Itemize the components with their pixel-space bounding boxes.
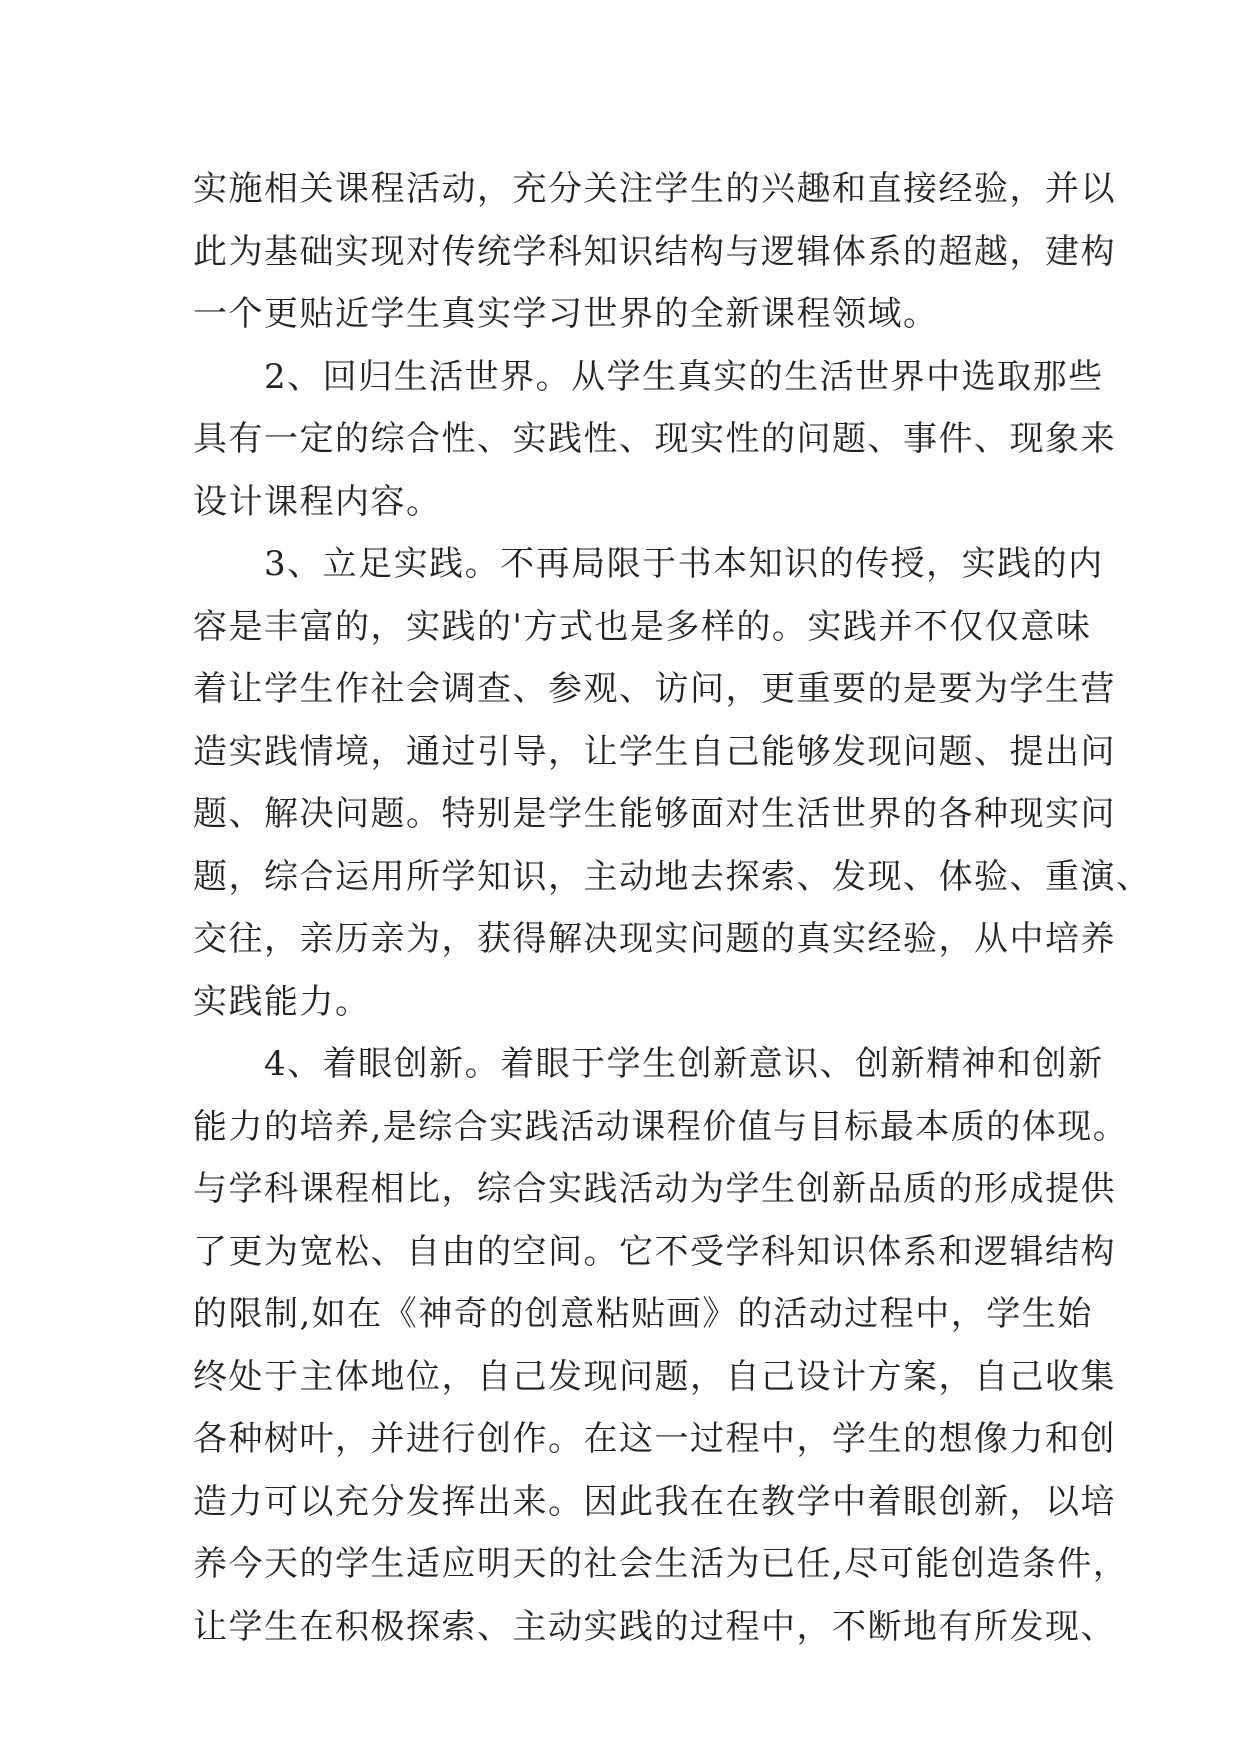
- text-line: 交往，亲历亲为，获得解决现实问题的真实经验，从中培养: [193, 919, 1116, 959]
- text-line: 题，综合运用所学知识，主动地去探索、发现、体验、重演、: [193, 856, 1152, 897]
- text-line: 容是丰富的，实践的'方式也是多样的。实践并不仅仅意味: [193, 606, 1092, 647]
- text-line: 实践能力。: [193, 981, 371, 1022]
- text-line: 具有一定的综合性、实践性、现实性的问题、事件、现象来: [193, 419, 1116, 459]
- text-line: 让学生在积极探索、主动实践的过程中，不断地有所发现、: [193, 1606, 1116, 1647]
- text-line: 能力的培养,是综合实践活动课程价值与目标最本质的体现。: [193, 1106, 1129, 1147]
- text-line: 与学科课程相比，综合实践活动为学生创新品质的形成提供: [193, 1169, 1116, 1209]
- text-line: 终处于主体地位，自己发现问题，自己设计方案，自己收集: [193, 1356, 1116, 1397]
- text-line: 的限制,如在《神奇的创意粘贴画》的活动过程中，学生始: [193, 1294, 1093, 1334]
- text-line: 造力可以充分发挥出来。因此我在在教学中着眼创新，以培: [193, 1481, 1116, 1522]
- text-line: 3、立足实践。不再局限于书本知识的传授，实践的内: [193, 544, 1104, 584]
- text-line: 了更为宽松、自由的空间。它不受学科知识体系和逻辑结构: [193, 1231, 1116, 1272]
- text-line: 题、解决问题。特别是学生能够面对生活世界的各种现实问: [193, 794, 1116, 834]
- body-text: [193, 158, 1152, 1658]
- text-line: 实施相关课程活动，充分关注学生的兴趣和直接经验，并以: [193, 169, 1116, 209]
- text-line: 一个更贴近学生真实学习世界的全新课程领域。: [193, 294, 939, 334]
- text-line: 各种树叶，并进行创作。在这一过程中，学生的想像力和创: [193, 1419, 1116, 1459]
- text-line: 造实践情境，通过引导，让学生自己能够发现问题、提出问: [193, 731, 1116, 772]
- text-line: 着让学生作社会调查、参观、访问，更重要的是要为学生营: [193, 669, 1116, 709]
- text-line: 4、着眼创新。着眼于学生创新意识、创新精神和创新: [193, 1044, 1104, 1084]
- text-line: 养今天的学生适应明天的社会生活为已任,尽可能创造条件，: [193, 1544, 1129, 1584]
- text-line: 此为基础实现对传统学科知识结构与逻辑体系的超越，建构: [193, 231, 1116, 272]
- text-line: 2、回归生活世界。从学生真实的生活世界中选取那些: [193, 356, 1104, 397]
- text-line: 设计课程内容。: [193, 481, 442, 522]
